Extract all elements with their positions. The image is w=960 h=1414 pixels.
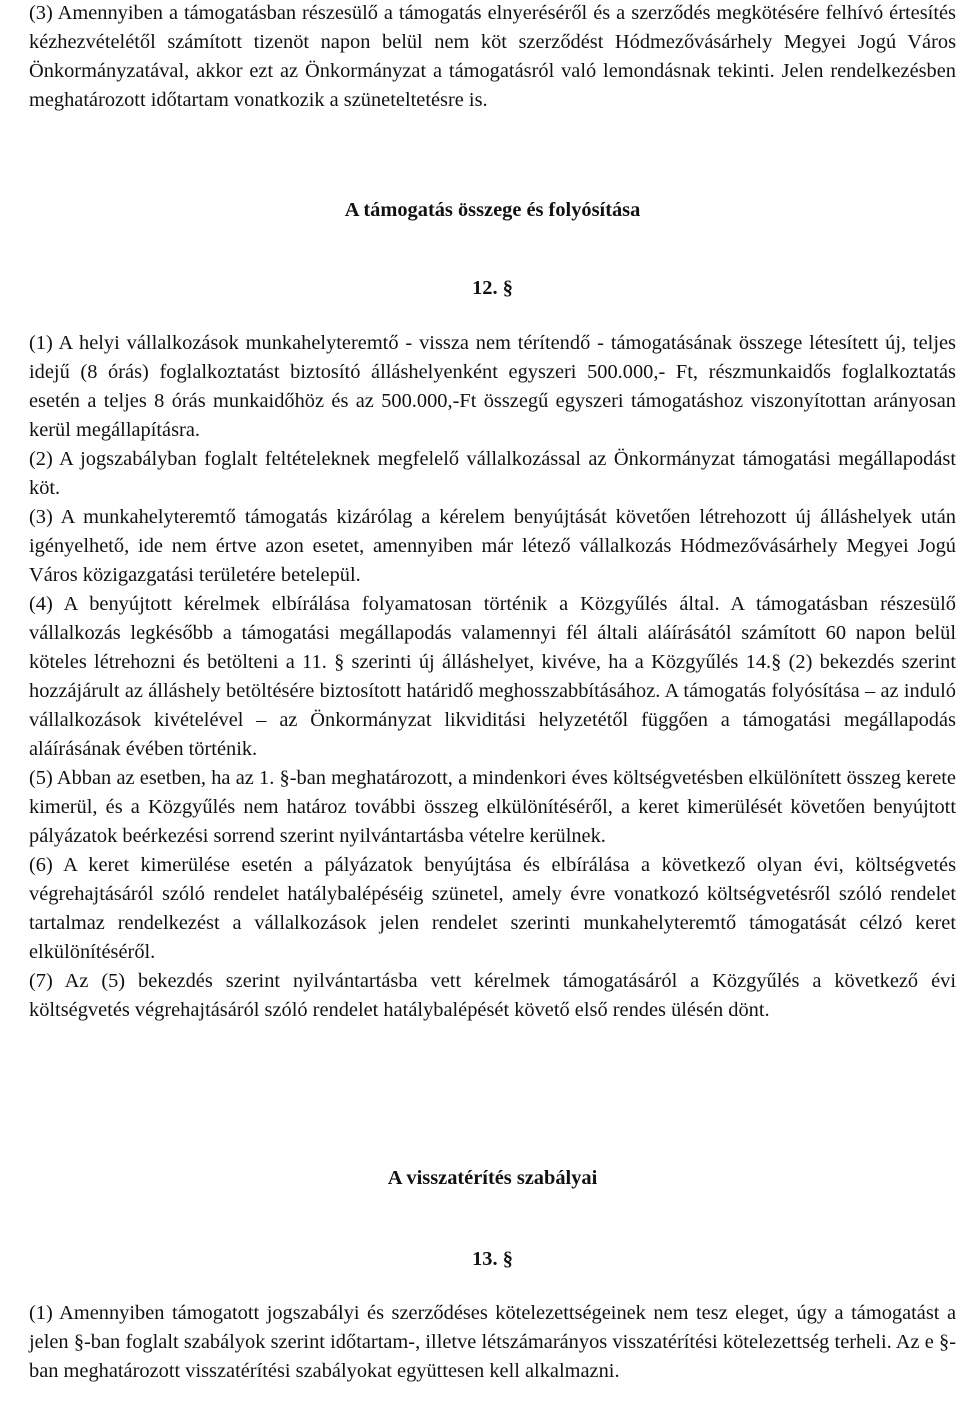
section-13-body [29,1299,956,1386]
section-number-text: 13. § [472,1248,513,1270]
s12-paragraph-6: (6) A keret kimerülése esetén a pályázatok benyújtása és elbírálása a következő olyan évi, költségvetés végrehajtásáról szóló rendelet hatálybalépéséig szünetel, amely évre vonatkozó költségvetésről szóló rendelet tartalmaz rendelkezést a vállalkozások jelen rendelet szerinti munkahelyteremtő támogatását célzó keret elkülönítéséről. [29,854,956,963]
section-number-12 [29,274,956,303]
s13-paragraph-1: (1) Amennyiben támogatott jogszabályi és szerződéses kötelezettségeinek nem tesz eleget, úgy a támogatást a jelen §-ban foglalt szabályok szerint időtartam-, illetve létszámarányos visszatérítési kötelezettség terheli. Az e §-ban meghatározott visszatérítési szabályokat együttesen kell alkalmazni. [29,1302,956,1382]
s12-paragraph-5: (5) Abban az esetben, ha az 1. §-ban meghatározott, a mindenkori éves költségvetésben elkülönített összeg kerete kimerül, és a Közgyűlés nem határoz további összeg elkülönítéséről, a keret kimerülését követően benyújtott pályázatok beérkezési sorrend szerint nyilvántartásba vételre kerülnek. [29,767,956,847]
section-12-body [29,329,956,1025]
section-heading-amount [29,196,956,225]
section-number-13 [29,1245,956,1274]
s12-paragraph-7: (7) Az (5) bekezdés szerint nyilvántartásba vett kérelmek támogatásáról a Közgyűlés a következő évi költségvetés végrehajtásáról szóló rendelet hatálybalépését követő első rendes ülésén dönt. [29,970,956,1021]
s12-paragraph-3: (3) A munkahelyteremtő támogatás kizárólag a kérelem benyújtását követően létrehozott új álláshelyek után igényelhető, ide nem értve azon esetet, amennyiben már létező vállalkozás Hódmezővásárhely Megyei Jogú Város közigazgatási területére betelepül. [29,506,956,586]
heading-text: A visszatérítés szabályai [387,1167,598,1189]
section-heading-repayment [29,1164,956,1193]
paragraph-text: (3) Amennyiben a támogatásban részesülő a támogatás elnyeréséről és a szerződés megkötésére felhívó értesítés kézhezvételétől számított tizenöt napon belül nem köt szerződést Hódmezővásárhely Megyei Jogú Város Önkormányzatával, akkor ezt az Önkormányzat a támogatásról való lemondásnak tekinti. Jelen rendelkezésben meghatározott időtartam vonatkozik a szüneteltetésre is. [29,2,956,111]
s12-paragraph-4: (4) A benyújtott kérelmek elbírálása folyamatosan történik a Közgyűlés által. A támogatásban részesülő vállalkozás legkésőbb a támogatási megállapodás valamennyi fél általi aláírásától számított 60 napon belül köteles létrehozni és betölteni a 11. § szerinti új álláshelyet, kivéve, ha a Közgyűlés 14.§ (2) bekezdés szerint hozzájárult az álláshely betöltésére biztosított határidő meghosszabbításához. A támogatás folyósítása – az induló vállalkozások kivételével – az Önkormányzat likviditási helyzetétől függően a támogatási megállapodás aláírásának évében történik. [29,593,956,760]
s12-paragraph-2: (2) A jogszabályban foglalt feltételeknek megfelelő vállalkozással az Önkormányzat támogatási megállapodást köt. [29,448,956,499]
s12-paragraph-1: (1) A helyi vállalkozások munkahelyteremtő - vissza nem térítendő - támogatásának összege létesített új, teljes idejű (8 órás) foglalkoztatást biztosító álláshelyenként egyszeri 500.000,- Ft, részmunkaidős foglalkoztatás esetén a teljes 8 órás munkaidőhöz és az 500.000,-Ft összegű egyszeri támogatáshoz viszonyítottan arányosan kerül megállapításra. [29,332,956,441]
paragraph-intro-3 [29,0,956,115]
section-number-text: 12. § [472,277,513,299]
heading-text: A támogatás összege és folyósítása [344,199,641,221]
